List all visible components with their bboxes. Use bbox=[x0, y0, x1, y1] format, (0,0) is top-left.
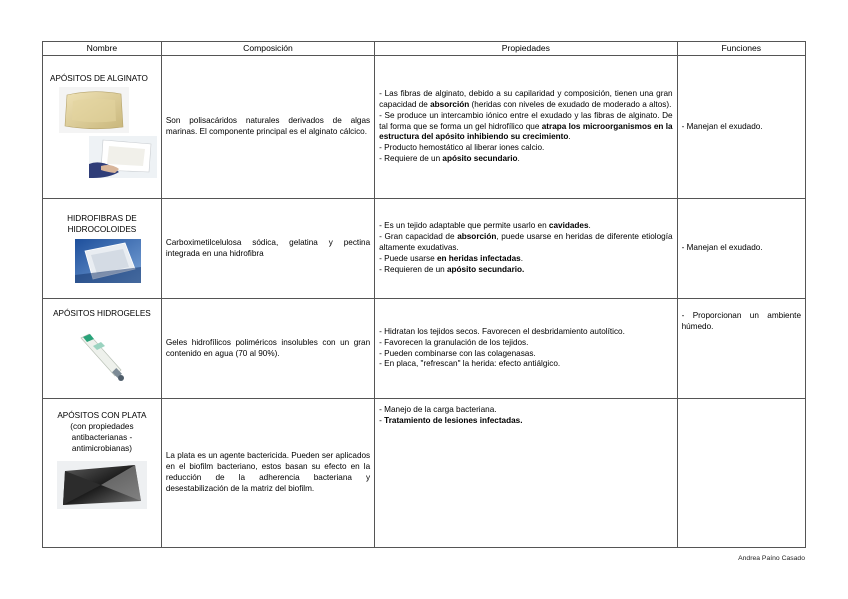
header-row bbox=[43, 42, 806, 56]
property-line: - Es un tejido adaptable que permite usarlo en cavidades. bbox=[379, 221, 591, 231]
row-name: APÓSITOS HIDROGELES bbox=[53, 309, 151, 318]
property-line: - En placa, "refrescan" la herida: efecto antiálgico. bbox=[379, 359, 561, 369]
table-row bbox=[43, 399, 806, 548]
table-row bbox=[43, 199, 806, 299]
composition-cell: Son polisacáridos naturales derivados de algas marinas. El componente principal es el alginato cálcico. bbox=[161, 56, 374, 199]
property-line: - Hidratan los tejidos secos. Favorecen el desbridamiento autolítico. bbox=[379, 326, 625, 336]
property-line: - Requiere de un apósito secundario. bbox=[379, 154, 520, 164]
functions-cell: - Manejan el exudado. bbox=[677, 199, 805, 299]
functions-cell: - Proporcionan un ambiente húmedo. bbox=[677, 299, 805, 399]
hydrofiber-image bbox=[75, 239, 141, 283]
property-line: - Requieren de un apósito secundario. bbox=[379, 264, 525, 274]
header-funciones: Funciones bbox=[677, 42, 805, 56]
name-cell bbox=[43, 299, 162, 399]
dressings-table bbox=[42, 41, 806, 548]
row-name: APÓSITOS DE ALGINATO bbox=[50, 73, 148, 83]
row-name: HIDROFIBRAS DE HIDROCOLOIDES bbox=[67, 214, 137, 234]
property-line: - Gran capacidad de absorción, puede usarse en heridas de diferente etiología altamente exudativas. bbox=[379, 232, 673, 252]
property-line: - Producto hemostático al liberar iones calcio. bbox=[379, 143, 545, 153]
properties-cell bbox=[375, 199, 677, 299]
property-line: - Se produce un intercambio iónico entre el exudado y las fibras de alginato. De tal forma que se forma un gel hidrofílico que atrapa los microorganismos en la estructura del apósito inhibiendo su crecimiento. bbox=[379, 110, 673, 142]
hydrogel-tube-image bbox=[77, 332, 131, 384]
table-row bbox=[43, 56, 806, 199]
functions-cell: - Manejan el exudado. bbox=[677, 56, 805, 199]
composition-cell: La plata es un agente bactericida. Pueden ser aplicados en el biofilm bacteriano, estos basan su efecto en la reducción de la adherencia bacteriana y desestabilización de la matriz del biofilm. bbox=[161, 399, 374, 548]
header-propiedades: Propiedades bbox=[375, 42, 677, 56]
property-line: - Favorecen la granulación de los tejidos. bbox=[379, 337, 529, 347]
name-cell bbox=[43, 56, 162, 199]
row-subname: (con propiedades antibacterianas - antimicrobianas) bbox=[70, 421, 134, 453]
properties-cell bbox=[375, 299, 677, 399]
property-line: - Pueden combinarse con las colagenasas. bbox=[379, 348, 536, 358]
author-footer: Andrea Paíno Casado bbox=[738, 555, 805, 562]
alginate-pad-image bbox=[59, 87, 129, 133]
row-name: APÓSITOS CON PLATA bbox=[57, 411, 147, 420]
name-cell bbox=[43, 399, 162, 548]
property-line: - Tratamiento de lesiones infectadas. bbox=[379, 415, 523, 425]
header-nombre: Nombre bbox=[43, 42, 162, 56]
name-cell bbox=[43, 199, 162, 299]
properties-cell bbox=[375, 56, 677, 199]
composition-cell: Geles hidrofílicos poliméricos insolubles con un gran contenido en agua (70 al 90%). bbox=[161, 299, 374, 399]
silver-dressing-image bbox=[57, 461, 147, 509]
properties-cell bbox=[375, 399, 677, 548]
functions-cell bbox=[677, 399, 805, 548]
property-line: - Las fibras de alginato, debido a su capilaridad y composición, tienen una gran capacidad de absorción (heridas con niveles de exudado de moderado a altos). bbox=[379, 88, 673, 109]
property-line: - Manejo de la carga bacteriana. bbox=[379, 405, 497, 414]
table-row bbox=[43, 299, 806, 399]
header-composicion: Composición bbox=[161, 42, 374, 56]
alginate-application-image bbox=[89, 136, 157, 178]
composition-cell: Carboximetilcelulosa sódica, gelatina y pectina integrada en una hidrofibra bbox=[161, 199, 374, 299]
property-line: - Puede usarse en heridas infectadas. bbox=[379, 253, 523, 263]
